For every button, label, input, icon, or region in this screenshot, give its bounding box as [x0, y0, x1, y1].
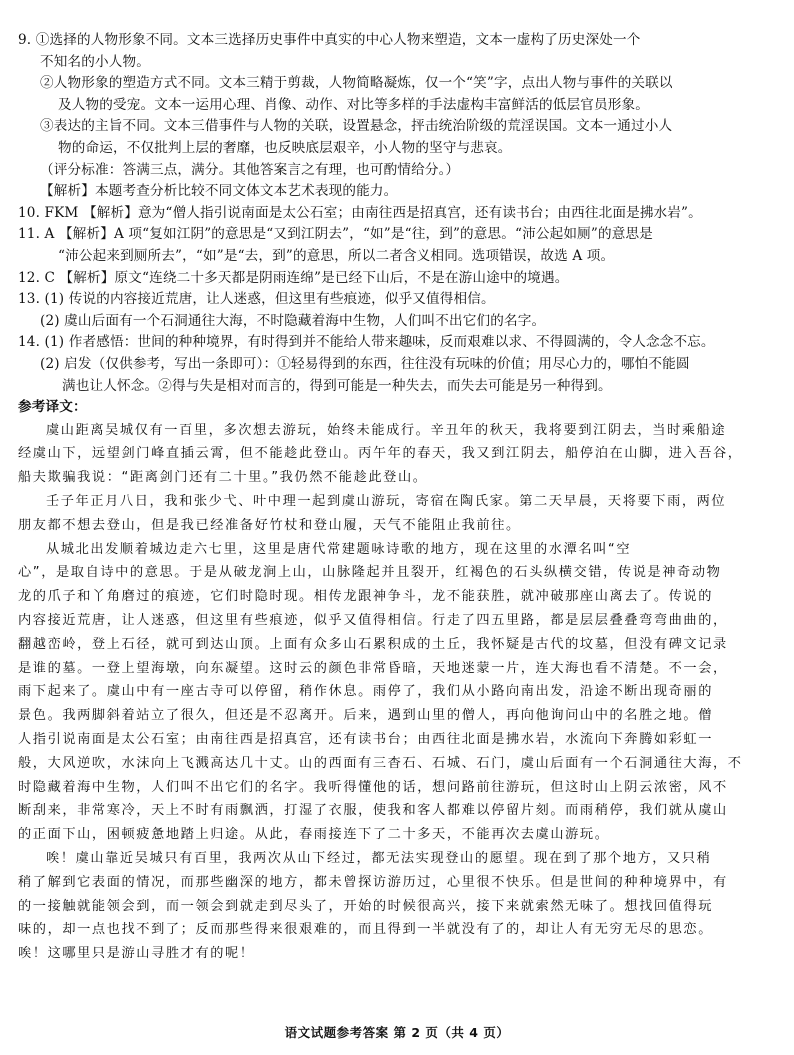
answer-line: 13. (1) 传说的内容接近荒唐，让人迷惑，但这里有些痕迹，似乎又值得相信。 [18, 291, 495, 308]
translation-line: 经虞山下，远望剑门峰直插云霄，但不能趁此登山。丙午年的春天，我又到江阴去，船停泊在山脚，进入吾谷， [18, 446, 743, 462]
translation-line: 船夫欺骗我说：“距离剑门还有二十里。”我仍然不能趁此登山。 [18, 470, 428, 486]
translation-line: 心”，是取自诗中的意思。于是从破龙涧上山，山脉隆起并且裂开，红褐色的石头纵横交错，传说是神奇动物 [18, 565, 722, 581]
translation-line: 朋友都不想去登山，但是我已经准备好竹杖和登山履，天气不能阻止我前往。 [18, 517, 521, 533]
answer-line: (2) 启发（仅供参考，写出一条即可）：①轻易得到的东西，往往没有玩味的价值；用尽心力的，哪怕不能圆 [40, 355, 690, 372]
analysis-line: 【解析】本题考查分析比较不同文体文本艺术表现的能力。 [40, 183, 398, 200]
answer-line: 11. A 【解析】A 项“复如江阴”的意思是“又到江阴去”，“如”是“往，到”的意思。“沛公起如厕”的意思是 [18, 226, 653, 243]
translation-section [18, 419, 770, 966]
translation-heading: 参考译文： [18, 399, 87, 416]
translation-line: 唉！虞山靠近吴城只有百里，我两次从山下经过，都无法实现登山的愿望。现在到了那个地方，又只稍 [46, 851, 712, 867]
translation-line: 翻越峦岭，登上石径，就可到达山顶。上面有众多山石累积成的土丘，我怀疑是古代的坟墓，但没有碑文记录 [18, 636, 728, 652]
answer-line: 物的命运，不仅批判上层的奢靡，也反映底层艰辛，小人物的坚守与悲哀。 [58, 139, 512, 156]
translation-line: 味的，却一点也找不到了；反而那些得来很艰难的，而且得到一半就没有了的，却让人有无穷无尽的思恋。 [18, 922, 714, 938]
answer-line: 满也让人怀念。②得与失是相对而言的，得到可能是一种失去，而失去可能是另一种得到。 [62, 377, 612, 394]
translation-line: 壬子年正月八日，我和张少弋、叶中理一起到虞山游玩，寄宿在陶氏家。第二天早晨，天将要下雨，两位 [46, 494, 727, 510]
translation-line: 断刮来，非常寒冷，天上不时有雨飘洒，打湿了衣服，使我和客人都难以停留片刻。而雨稍停，我们就从虞山 [18, 803, 728, 819]
answer-line: 10. FKM 【解析】意为“僧人指引说南面是太公石室；由南往西是招真宫，还有读书台；由西往北面是拂水岩”。 [18, 204, 702, 221]
translation-line: 景色。我两脚斜着站立了很久，但还是不忍离开。后来，遇到山里的僧人，再向他询问山中的名胜之地。僧 [18, 708, 714, 724]
answer-line: 不知名的小人物。 [40, 53, 150, 70]
answer-line: (2) 虞山后面有一个石洞通往大海，不时隐藏着海中生物，人们叫不出它们的名字。 [40, 312, 546, 329]
answer-line: 14. (1) 作者感悟：世间的种种境界，有时得到并不能给人带来趣味，反而艰难以求、不得圆满的，令人念念不忘。 [18, 334, 715, 351]
scoring-note: （评分标准：答满三点，满分。其他答案言之有理，也可酌情给分。） [40, 161, 460, 178]
translation-line: 的正面下山，困顿疲惫地踏上归途。从此，春雨接连下了二十多天，不能再次去虞山游玩。 [18, 827, 610, 843]
answer-line: 12. C 【解析】原文“连绕二十多天都是阴雨连绵”是已经下山后，不是在游山途中的境遇。 [18, 269, 569, 286]
translation-line: 稍了解到它表面的情况，而那些幽深的地方，都未曾探访游历过，心里很不快乐。但是世间的种种境界中，有 [18, 874, 728, 890]
translation-line: 人指引说南面是太公石室；由南往西是招真宫，还有读书台；由西往北面是拂水岩，水流向下奔腾如彩虹一 [18, 732, 714, 748]
translation-line: 从城北出发顺着城边走六七里，这里是唐代常建题咏诗歌的地方，现在这里的水潭名叫“空 [46, 541, 632, 557]
answer-line: ③表达的主旨不同。文本三借事件与人物的关联，设置悬念，抨击统治阶级的荒淫误国。文本一通过小人 [40, 118, 673, 135]
translation-line: 般，大风逆吹，水沫向上飞溅高达几十丈。山的西面有三杳石、石城、石门，虞山后面有一个石洞通往大海，不 [18, 755, 743, 771]
translation-line: 龙的爪子和丫角磨过的痕迹，它们时隐时现。相传龙跟神争斗，龙不能获胜，就冲破那座山离去了。传说的 [18, 589, 714, 605]
translation-line: 时隐藏着海中生物，人们叫不出它们的名字。我听得懂他的话，想问路前往游玩，但这时山上阴云浓密，风不 [18, 779, 728, 795]
answer-line: ②人物形象的塑造方式不同。文本三精于剪裁，人物简略凝炼，仅一个“笑”字，点出人物与事件的关联以 [40, 75, 673, 92]
translation-line: 雨下起来了。虞山中有一座古寺可以停留，稍作休息。雨停了，我们从小路向南出发，沿途不断出现奇丽的 [18, 684, 714, 700]
translation-line: 是谁的墓。一登上望海墩，向东凝望。这时云的颜色非常昏暗，天地迷蒙一片，连大海也看不清楚。不一会， [18, 660, 728, 676]
answer-line: 9. ①选择的人物形象不同。文本三选择历史事件中真实的中心人物来塑造，文本一虚构了历史深处一个 [18, 32, 641, 48]
translation-line: 的一接触就能领会到，而一领会到就走到尽头了，开始的时候很高兴，接下来就索然无味了。想找回值得玩 [18, 898, 714, 914]
page-footer: 语文试题参考答案 第 2 页（共 4 页） [284, 1025, 510, 1040]
answer-line: 及人物的受宠。文本一运用心理、肖像、动作、对比等多样的手法虚构丰富鲜活的低层官员形象。 [58, 96, 649, 113]
translation-line: 唉！这哪里只是游山寻胜才有的呢！ [18, 946, 255, 962]
answer-section [18, 30, 770, 397]
translation-line: 虞山距离吴城仅有一百里，多次想去游玩，始终未能成行。辛丑年的秋天，我将要到江阴去，当时乘船途 [46, 422, 727, 438]
answer-line: “沛公起来到厕所去”，“如”是“去，到”的意思，所以二者含义相同。选项错误，故选 A 项。 [58, 247, 615, 264]
translation-line: 内容接近荒唐，让人迷惑，但这里有些痕迹，似乎又值得相信。行走了四五里路，都是层层叠叠弯弯曲曲的， [18, 613, 728, 629]
